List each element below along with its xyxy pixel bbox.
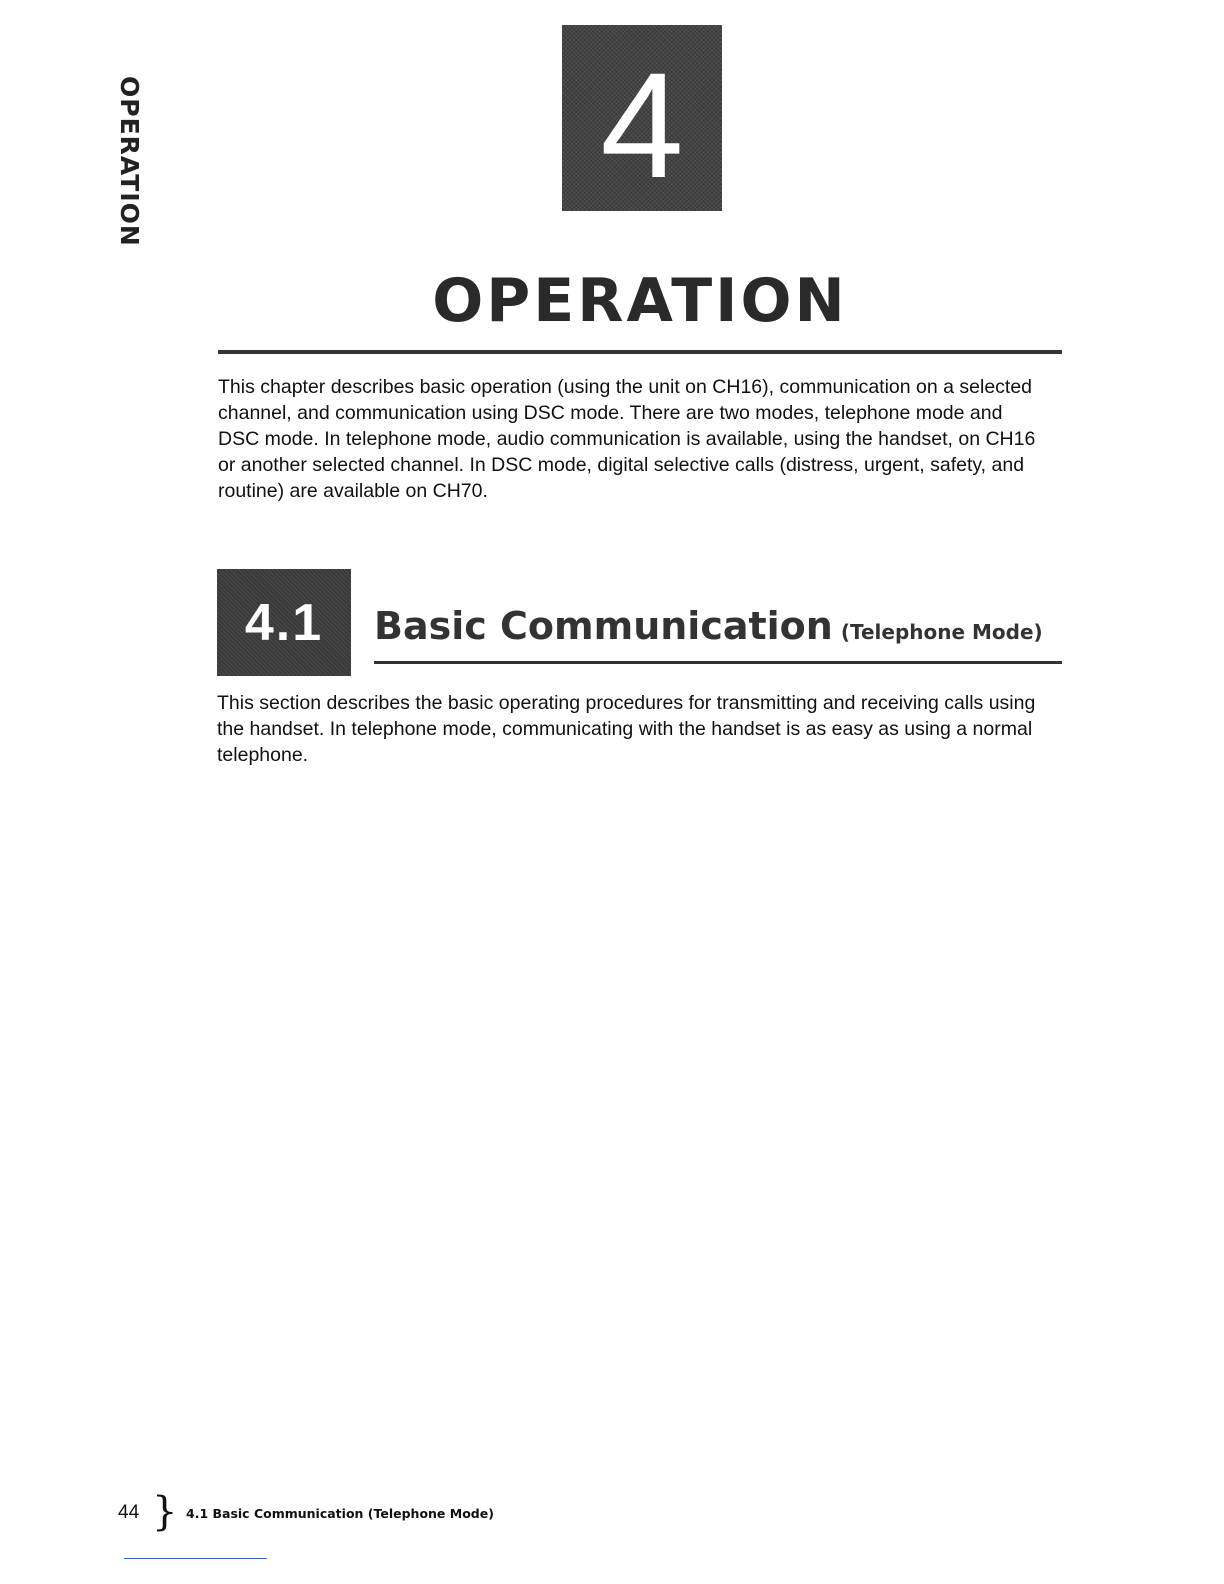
side-tab <box>116 76 144 256</box>
footer-label: 4.1 Basic Communication (Telephone Mode) <box>186 1506 494 1521</box>
side-tab-label: OPERATION <box>115 76 144 247</box>
section-title: Basic Communication <box>374 604 833 648</box>
section-subtitle: (Telephone Mode) <box>840 620 1043 644</box>
section-title-rule <box>374 661 1062 664</box>
section-body: This section describes the basic operating procedures for transmitting and receiving calls using the handset. In telephone mode, communicating with the handset is as easy as using a normal telephone. <box>217 692 1036 766</box>
page-number: 44 <box>118 1502 140 1523</box>
chapter-intro: This chapter describes basic operation (using the unit on CH16), communication on a selected channel, and communication using DSC mode. There are two modes, telephone mode and DSC mode. In telephone mode, audio communication is available, using the handset, on CH16 or another selected channel. In DSC mode, digital selective calls (distress, urgent, safety, and routine) are available on CH70. <box>218 376 1036 502</box>
footer-line <box>124 1558 267 1559</box>
section-number-block <box>217 569 351 676</box>
section-number: 4.1 <box>244 593 324 652</box>
chapter-number-block <box>562 25 722 211</box>
chapter-title: OPERATION <box>432 266 848 336</box>
chapter-number: 4 <box>600 41 684 209</box>
section-heading <box>374 604 1043 648</box>
footer-brace: } <box>152 1489 178 1535</box>
chapter-title-rule <box>218 350 1062 354</box>
